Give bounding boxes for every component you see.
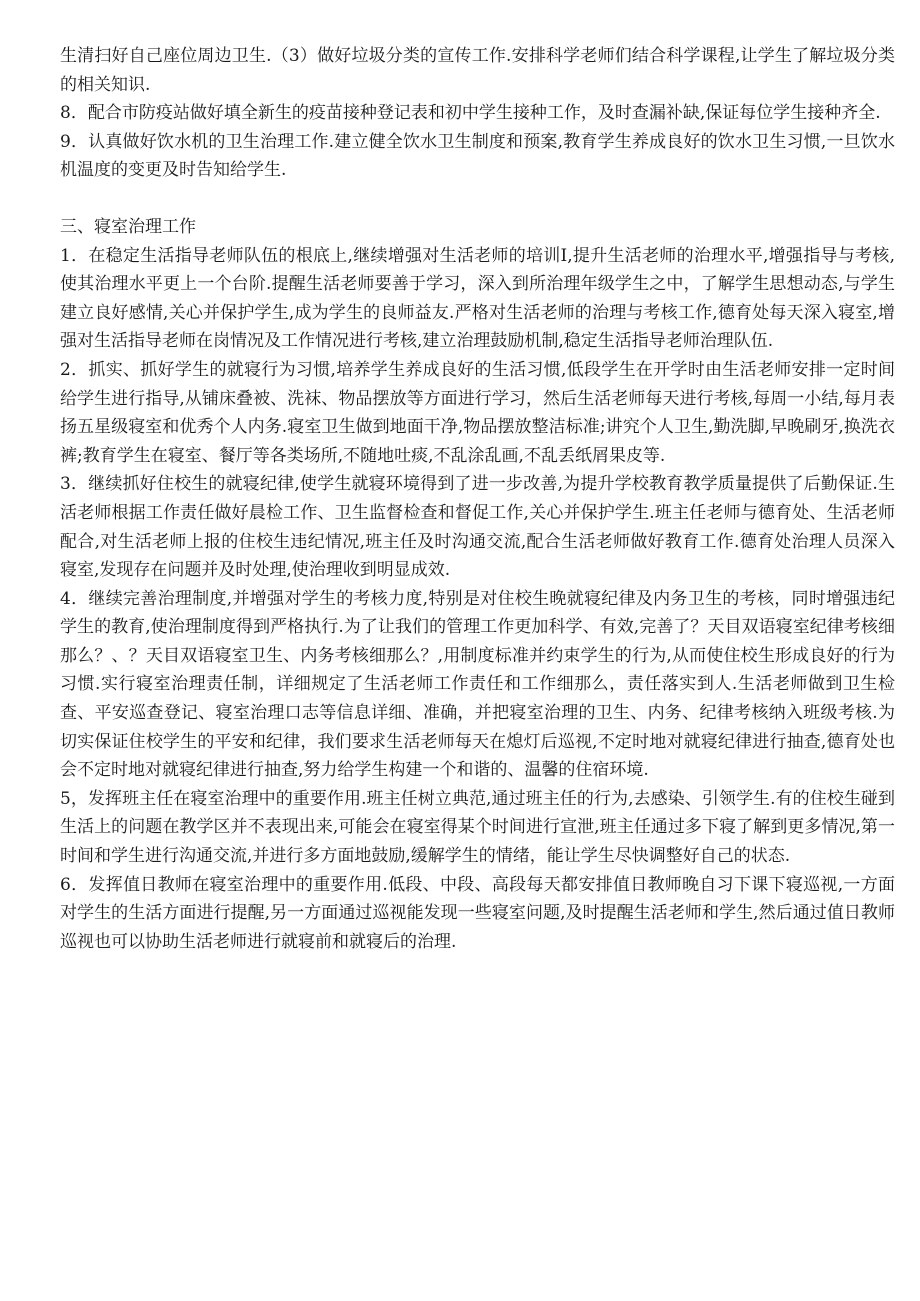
section-paragraph-2: 2．抓实、抓好学生的就寝行为习惯,培养学生养成良好的生活习惯,低段学生在开学时由生活老师安排一定时间给学生进行指导,从铺床叠被、洗袜、物品摆放等方面进行学习，然后生活老师每天进行考核,每周一小结,每月表扬五星级寝室和优秀个人内务.寝室卫生做到地面干净,物品摆放整洁标准;讲究个人卫生,勤洗脚,早晚刷牙,换洗衣裤;教育学生在寝室、餐厅等各类场所,不随地吐痰,不乱涂乱画,不乱丢纸屑果皮等. (60, 359, 895, 466)
intro-paragraph-8: 8．配合市防疫站做好填全新生的疫苗接种登记表和初中学生接种工作，及时查漏补缺,保证每位学生接种齐全. (60, 103, 881, 124)
section-paragraph-5: 5，发挥班主任在寝室治理中的重要作用.班主任树立典范,通过班主任的行为,去感染、引领学生.有的住校生碰到生活上的问题在教学区并不表现出来,可能会在寝室得某个时间进行宣泄,班主任通过多下寝了解到更多情况,第一时间和学生进行沟通交流,并进行多方面地鼓励,缓解学生的情绪，能让学生尽快调整好自己的状态. (60, 788, 895, 867)
section-paragraph-3: 3．继续抓好住校生的就寝纪律,使学生就寝环境得到了进一步改善,为提升学校教育教学质量提供了后勤保证.生活老师根据工作责任做好晨检工作、卫生监督检查和督促工作,关心并保护学生.班主任老师与德育处、生活老师配合,对生活老师上报的住校生违纪情况,班主任及时沟通交流,配合生活老师做好教育工作.德育处治理人员深入寝室,发现存在问题并及时处理,使治理收到明显成效. (60, 474, 895, 581)
document-page (60, 42, 895, 956)
section-paragraph-6: 6．发挥值日教师在寝室治理中的重要作用.低段、中段、高段每天都安排值日教师晚自习下课下寝巡视,一方面对学生的生活方面进行提醒,另一方面通过巡视能发现一些寝室问题,及时提醒生活老师和学生,然后通过值日教师巡视也可以协助生活老师进行就寝前和就寝后的治理. (60, 874, 895, 952)
section-paragraph-4: 4．继续完善治理制度,并增强对学生的考核力度,特别是对住校生晚就寝纪律及内务卫生的考核，同时增强违纪学生的教育,使治理制度得到严格执行.为了让我们的管理工作更加科学、有效,完善了？天目双语寝室纪律考核细那么？、？天目双语寝室卫生、内务考核细那么？,用制度标准并约束学生的行为,从而使住校生形成良好的行为习惯.实行寝室治理责任制，详细规定了生活老师工作责任和工作细那么，责任落实到人.生活老师做到卫生检查、平安巡查登记、寝室治理口志等信息详细、准确，并把寝室治理的卫生、内务、纪律考核纳入班级考核.为切实保证住校学生的平安和纪律，我们要求生活老师每天在熄灯后巡视,不定时地对就寝纪律进行抽查,德育处也会不定时地对就寝纪律进行抽查,努力给学生构建一个和谐的、温馨的住宿环境. (60, 588, 895, 781)
intro-paragraph-9: 9．认真做好饮水机的卫生治理工作.建立健全饮水卫生制度和预案,教育学生养成良好的饮水卫生习惯,一旦饮水机温度的变更及时告知给学生. (60, 131, 895, 181)
paragraph-gap (60, 185, 895, 213)
section-paragraph-1: 1．在稳定生活指导老师队伍的根底上,继续增强对生活老师的培训I,提升生活老师的治理水平,增强指导与考核,使其治理水平更上一个台阶.提醒生活老师要善于学习，深入到所治理年级学生之中，了解学生思想动态,与学生建立良好感情,关心并保护学生,成为学生的良师益友.严格对生活老师的治理与考核工作,德育处每天深入寝室,增强对生活指导老师在岗情况及工作情况进行考核,建立治理鼓励机制,稳定生活指导老师治理队伍. (60, 245, 895, 352)
intro-paragraph-1: 生清扫好自己座位周边卫生.（3）做好垃圾分类的宣传工作.安排科学老师们结合科学课程,让学生了解垃圾分类的相关知识. (60, 46, 895, 95)
section-heading: 三、寝室治理工作 (60, 216, 196, 237)
